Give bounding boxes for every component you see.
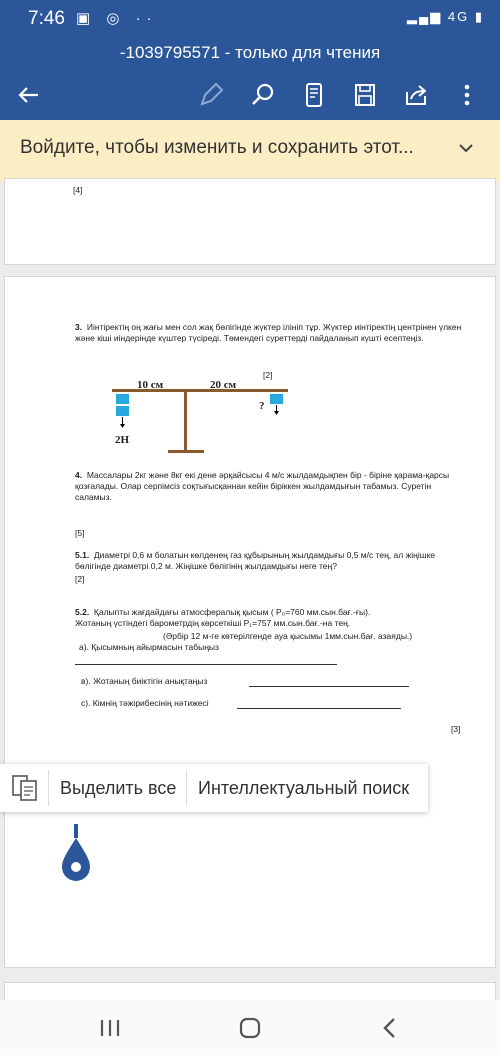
q3-mark: [2] [263,370,273,380]
question-5-2 [75,607,475,618]
q51-text: Диаметрі 0,6 м болатын көлденең газ құбырының жылдамдығы 0,5 м/с тең, ал жіңішке бөлігінде диаметрі 0,2 м. Жіңішке бөлігінің жылдамдығы неге тең? [75,550,436,571]
recent-apps-icon[interactable] [98,1018,122,1043]
banner-text: Войдите, чтобы изменить и сохранить этот... [20,137,414,158]
q52-line3: (Әрбір 12 м-ге көтерілгенде ауа қысымы 1мм.сын.бағ. азаяды.) [163,631,413,641]
document-title: -1039795571 - только для чтения [0,36,500,70]
notification-icons: ▣ ◎ ·· [76,10,158,27]
sign-in-banner[interactable] [0,120,500,182]
chevron-down-icon[interactable] [455,140,477,161]
search-icon[interactable] [246,78,280,112]
q52-mark: [3] [451,724,461,734]
mobile-view-icon[interactable] [297,78,331,112]
context-menu [0,764,428,812]
menu-divider [186,770,187,806]
home-icon[interactable] [238,1016,262,1045]
right-arm-label: 20 см [210,379,237,391]
q3-text: Иінтіректің оң жағы мен сол жақ бөлігінде жүктер ілініп тұр. Жүктер иінтіректің центрінен үлкен және кіші иіндерінде күштер түсіреді. Төмендегі суреттерді пайдаланып күшті есептеңіз. [75,322,462,343]
unknown-force-label: ? [259,400,265,412]
status-time: 7:46 [28,8,65,29]
question-4 [75,470,465,503]
status-bar [0,0,500,36]
question-3 [75,322,465,344]
select-all-button[interactable]: Выделить все [60,778,177,798]
q52-number: 5.2. [75,607,90,617]
q52-part-b: в). Жотаның биіктігін анықтаңыз [81,676,208,686]
q52-part-a: а). Қысымның айырмасын табыңыз [79,642,219,652]
signal-icon: ▂▄▆ [407,9,443,24]
selection-handle[interactable] [60,824,92,882]
question-5-1 [75,550,470,572]
q4-mark: [5] [75,528,85,538]
battery-icon: ▮ [474,9,484,24]
q51-number: 5.1. [75,550,90,560]
answer-line-b [249,686,409,687]
toolbar [0,70,500,120]
copy-icon[interactable] [10,774,40,807]
answer-line-c [237,708,401,709]
navigation-bar [0,1000,500,1055]
menu-divider [48,770,49,806]
q4-number: 4. [75,470,83,480]
left-arm-label: 10 см [137,379,164,391]
share-icon[interactable] [399,78,433,112]
lever-diagram [100,375,300,465]
back-arrow-icon[interactable] [12,78,46,112]
q52-part-c: с). Кімнің тәжірибесінің нәтижесі [81,698,209,708]
document-page-1 [4,178,496,265]
save-icon[interactable] [348,78,382,112]
page1-score-mark: [4] [73,185,83,195]
q4-text: Массалары 2кг және 8кг екі дене әрқайсысы 4 м/с жылдамдықпен бір - біріне қарама-қарсы қозғалады. Олар серпімсіз соқтығысқаннан кейін біріккен жылдамдығын табамыз. Суретін саламыз. [75,470,450,502]
q52-line2: Жотаның үстіндегі барометрдің көрсеткіші P₁=757 мм.сын.бағ.-на тең. [75,618,351,628]
q3-number: 3. [75,322,83,332]
smart-search-button[interactable]: Интеллектуальный поиск [198,778,410,798]
pencil-icon[interactable] [193,78,227,112]
status-right [407,9,484,25]
force-label: 2Н [115,434,130,446]
network-type: 4G [447,9,470,24]
q51-mark: [2] [75,574,85,584]
q52-line1: Қалыпты жағдайдағы атмосфералық қысым ( P₀=760 мм.сын.бағ.-ғы). [93,607,371,617]
answer-line-a [75,664,337,665]
back-icon[interactable] [380,1016,400,1045]
more-icon[interactable] [450,78,484,112]
